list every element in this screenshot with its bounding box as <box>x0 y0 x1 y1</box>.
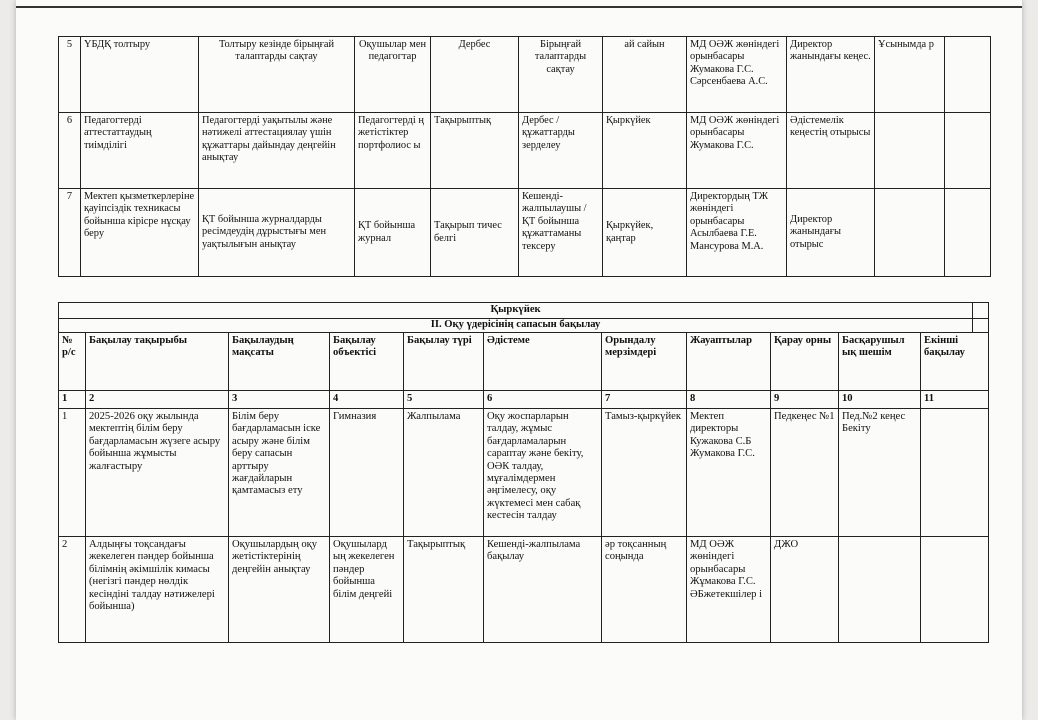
row-number: 5 <box>59 37 81 113</box>
cell-decision: Ұсынымда р <box>875 37 945 113</box>
column-number: 4 <box>330 391 404 409</box>
cell-review-place: Педкеңес №1 <box>771 409 839 537</box>
month-row <box>59 303 989 319</box>
cell-object: Педагогтерді ң жетістіктер портфолиос ы <box>355 113 431 189</box>
header-cell: Бақылау түрі <box>404 333 484 391</box>
document-page <box>16 0 1022 720</box>
header-cell: Жауаптылар <box>687 333 771 391</box>
header-cell: Бақылау тақырыбы <box>86 333 229 391</box>
cell-empty <box>973 303 989 319</box>
column-number: 8 <box>687 391 771 409</box>
cell-responsible: Мектеп директоры Кужакова С.Б Жумакова Г.С. <box>687 409 771 537</box>
cell-review-place: ДЖО <box>771 537 839 643</box>
cell-method: Оқу жоспарларын талдау, жұмыс бағдарламаларын сараптау және бекіту, ОӘК талдау, мұғалімдермен әңгімелесу, оқу жүктемесі мен сабақ кестесін талдау <box>484 409 602 537</box>
cell-empty <box>973 319 989 333</box>
cell-goal: Оқушылардың оқу жетістіктерінің деңгейін анықтау <box>229 537 330 643</box>
cell-review-place: Директор жанындағы кеңес. <box>787 37 875 113</box>
cell-topic: ҮБДҚ толтыру <box>81 37 199 113</box>
header-row <box>59 333 989 391</box>
column-number-row <box>59 391 989 409</box>
cell-topic: 2025-2026 оқу жылында мектептің білім беру бағдарламасын жүзеге асыру бойынша жұмысты жалғастыру <box>86 409 229 537</box>
cell-object: Оқушылард ың жекелеген пәндер бойынша білім деңгейі <box>330 537 404 643</box>
row-number: 1 <box>59 409 86 537</box>
cell-review-place: Әдістемелік кеңестің отырысы <box>787 113 875 189</box>
column-number: 7 <box>602 391 687 409</box>
header-cell: Қарау орны <box>771 333 839 391</box>
cell-type: Тақырыптық <box>431 113 519 189</box>
header-cell: Басқарушыл ық шешім <box>839 333 921 391</box>
section-title: ІІ. Оқу үдерісінің сапасын бақылау <box>59 319 973 333</box>
cell-goal: Толтыру кезінде бірыңғай талаптарды сақтау <box>199 37 355 113</box>
cell-type: Жалпылама <box>404 409 484 537</box>
control-plan-table-continued <box>58 36 991 277</box>
month-title: Қыркүйек <box>59 303 973 319</box>
column-number: 11 <box>921 391 989 409</box>
header-cell: Бақылау объектісі <box>330 333 404 391</box>
cell-method: Бірыңғай талаптарды сақтау <box>519 37 603 113</box>
cell-period: Тамыз-қыркүйек <box>602 409 687 537</box>
cell-object: Гимназия <box>330 409 404 537</box>
column-number: 10 <box>839 391 921 409</box>
cell-object: Оқушылар мен педагогтар <box>355 37 431 113</box>
cell-empty <box>945 113 991 189</box>
cell-method: Дербес / құжаттарды зерделеу <box>519 113 603 189</box>
column-number: 1 <box>59 391 86 409</box>
cell-responsible: МД ОӘЖ жөніндегі орынбасары Жумакова Г.С. Сәрсенбаева А.С. <box>687 37 787 113</box>
cell-review-place: Директор жанындағы отырыс <box>787 189 875 277</box>
cell-period: ай сайын <box>603 37 687 113</box>
cell-responsible: Директордың ТЖ жөніндегі орынбасары Асылбаева Г.Е. Мансурова М.А. <box>687 189 787 277</box>
top-border-line <box>16 6 1022 8</box>
column-number: 2 <box>86 391 229 409</box>
cell-second-control <box>921 537 989 643</box>
cell-topic: Алдыңғы тоқсандағы жекелеген пәндер бойынша білімнің әкімшілік кимасы (негізгі пәндер нөлдік кесіндіні талдау нәтижелері бойынша) <box>86 537 229 643</box>
quality-control-table <box>58 302 989 643</box>
section-row <box>59 319 989 333</box>
cell-period: әр тоқсанның соңында <box>602 537 687 643</box>
cell-method: Кешенді-жалпылаушы / ҚТ бойынша құжаттаманы тексеру <box>519 189 603 277</box>
cell-empty <box>945 189 991 277</box>
cell-decision <box>875 189 945 277</box>
cell-type: Тақырып тичес белгі <box>431 189 519 277</box>
header-cell: Орындалу мерзімдері <box>602 333 687 391</box>
cell-topic: Мектеп қызметкерлеріне қауіпсіздік техникасы бойынша кірісpе нұсқау беру <box>81 189 199 277</box>
row-number: 6 <box>59 113 81 189</box>
cell-goal: ҚТ бойынша журналдарды ресімдеудің дұрыстығы мен уақтылығын анықтау <box>199 189 355 277</box>
row-number: 2 <box>59 537 86 643</box>
column-number: 6 <box>484 391 602 409</box>
cell-type: Дербес <box>431 37 519 113</box>
cell-responsible: МД ОӘЖ жөніндегі орынбасары Жұмакова Г.С. ӘБжетекшілер і <box>687 537 771 643</box>
cell-method: Кешенді-жалпылама бақылау <box>484 537 602 643</box>
column-number: 9 <box>771 391 839 409</box>
table-row <box>59 409 989 537</box>
cell-decision <box>875 113 945 189</box>
cell-responsible: МД ОӘЖ жөніндегі орынбасары Жумакова Г.С. <box>687 113 787 189</box>
cell-goal: Білім беру бағдарламасын іске асыру және білім беру сапасын арттыру жағдайларын қамтамасыз ету <box>229 409 330 537</box>
table-row <box>59 37 991 113</box>
cell-topic: Педагогтерді аттестаттаудың тиімділігі <box>81 113 199 189</box>
header-cell: № р/с <box>59 333 86 391</box>
header-cell: Екінші бақылау <box>921 333 989 391</box>
row-number: 7 <box>59 189 81 277</box>
column-number: 3 <box>229 391 330 409</box>
header-cell: Бақылаудың мақсаты <box>229 333 330 391</box>
cell-decision: Пед.№2 кеңес Бекіту <box>839 409 921 537</box>
cell-second-control <box>921 409 989 537</box>
header-cell: Әдістеме <box>484 333 602 391</box>
cell-type: Тақырыптық <box>404 537 484 643</box>
table-row <box>59 537 989 643</box>
cell-object: ҚТ бойынша журнал <box>355 189 431 277</box>
table-row <box>59 113 991 189</box>
cell-period: Қыркүйек <box>603 113 687 189</box>
column-number: 5 <box>404 391 484 409</box>
cell-empty <box>945 37 991 113</box>
table-row <box>59 189 991 277</box>
cell-goal: Педагогтерді уақытылы және нәтижелі аттестациялау үшін құжаттары дайындау деңгейін анықтау <box>199 113 355 189</box>
cell-decision <box>839 537 921 643</box>
cell-period: Қыркүйек, қаңтар <box>603 189 687 277</box>
